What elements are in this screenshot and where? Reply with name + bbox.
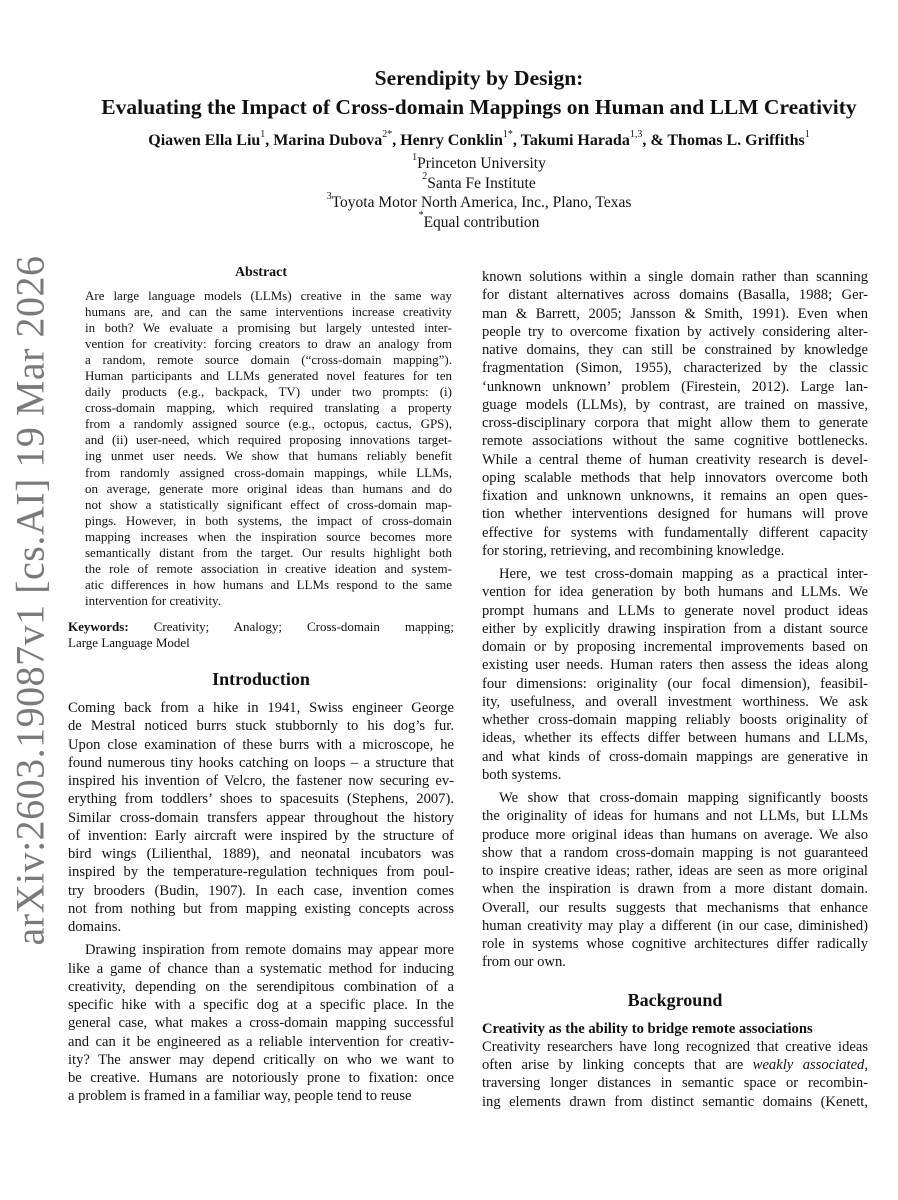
abstract-line: not show a statistically significant effect of cross-domain map-	[85, 496, 452, 512]
abstract-line: in both? We evaluate a promising but largely untested inter-	[85, 320, 452, 336]
abstract-heading: Abstract	[234, 265, 288, 280]
text-line: four dimensions: originality (our focal dimension), feasibil-	[482, 675, 868, 692]
abstract-line: Human participants and LLMs generated novel features for ten	[85, 368, 452, 384]
text-line: human creativity may play a different (in our case, diminished)	[482, 917, 868, 934]
paper-title	[60, 64, 898, 122]
emphasis-text: weakly associated	[752, 1057, 865, 1073]
abstract-line: on average, generate more original ideas than humans and do	[85, 480, 452, 496]
text-line: often arise by linking concepts that are weakly associated,	[482, 1057, 868, 1073]
affiliation-mark: 3	[326, 190, 332, 202]
text-line: remote associations without the same cognitive bottlenecks.	[482, 433, 868, 450]
text-line: show that a random cross-domain mapping is not guaranteed	[482, 844, 868, 861]
text-line: de Mestral noticed burrs stuck stubbornly to his dog’s fur.	[68, 718, 454, 735]
text-line: traversing longer distances in semantic space or recombin-	[482, 1075, 868, 1092]
text-line: Upon close examination of these burrs with a microscope, he	[68, 736, 454, 753]
introduction-continued	[482, 268, 868, 972]
text-line: and what kinds of cross-domain mappings are generative in	[482, 748, 868, 765]
background-heading: Background	[627, 989, 723, 1010]
text-line: guage models (LLMs), by contrast, are trained on massive,	[482, 396, 868, 413]
text-line: for distant alternatives across domains (Basalla, 1988; Ger-	[482, 287, 868, 304]
text-line: whether cross-domain mapping reliably boosts originality of	[482, 712, 868, 728]
abstract-line: from a randomly assigned source (e.g., octopus, cactus, GPS),	[85, 416, 452, 432]
author-list	[60, 128, 898, 150]
title-line-1: Serendipity by Design:	[374, 66, 584, 90]
text-line: specific hike with a specific dog at a specific place. In the	[68, 997, 454, 1014]
keywords-label: Keywords:	[68, 618, 129, 634]
text-line: oping scalable methods that help innovators overcome both	[482, 469, 868, 486]
text-line: ity, usefulness, and overall investment worthiness. We ask	[482, 693, 868, 710]
text-line: try brooders (Budin, 1907). In each case, invention comes	[68, 882, 454, 899]
text-line: tion whether interventions designed for humans will prove	[482, 506, 868, 523]
abstract-line: cross-domain mapping, which required translating a property	[85, 400, 452, 416]
text-line: inspired his invention of Velcro, the fastener now securing ev-	[68, 773, 454, 790]
text-line: creativity, depending on the serendipitous combination of a	[68, 978, 454, 995]
text-line: Creativity researchers have long recognized that creative ideas	[482, 1038, 868, 1055]
affiliation	[60, 171, 898, 194]
text-line: a problem is framed in a familiar way, people tend to reuse	[68, 1088, 412, 1105]
abstract-line: semantically distant from the target. Our results highlight both	[85, 544, 452, 560]
affiliation-mark: 1	[412, 151, 418, 163]
abstract-line: humans are, and can the same interventions increase creativity	[85, 304, 452, 320]
text-line: either by explicitly drawing inspiration from a distant source	[482, 620, 868, 637]
text-line: Similar cross-domain transfers appear throughout the history	[68, 809, 454, 826]
text-line: fixation and unknown unknowns, it remains an open ques-	[482, 488, 868, 504]
text-line: native domains, they can still be constrained by knowledge	[482, 342, 868, 358]
text-line: Coming back from a hike in 1941, Swiss engineer George	[68, 700, 454, 717]
arxiv-id-text: arXiv:2603.19087v1 [cs.AI] 19 Mar 2026	[7, 255, 53, 945]
text-line: for storing, retrieving, and recombining knowledge.	[482, 542, 785, 559]
text-line: from our own.	[482, 954, 566, 971]
author-mark: 1	[804, 128, 810, 140]
abstract-line: the role of remote association in creative ideation and system-	[85, 560, 452, 576]
abstract-line: vention for creativity: forcing creators to draw an analogy from	[85, 336, 452, 352]
affiliation-mark: *	[418, 210, 424, 222]
text-line: ‘unknown unknown’ problem (Firestein, 2012). Large lan-	[482, 378, 868, 395]
text-line: prompt humans and LLMs to generate novel product ideas	[482, 602, 868, 619]
introduction-heading: Introduction	[212, 669, 310, 690]
text-line: produce more original ideas than humans on average. We also	[482, 826, 868, 843]
text-line: the originality of ideas for humans and not LLMs, but LLMs	[482, 808, 868, 825]
author-separator: ,	[265, 132, 274, 149]
text-line: role in systems whose cognitive architectures differ radically	[482, 936, 868, 952]
author-separator: , &	[642, 132, 668, 149]
abstract-line: atic differences in how humans and LLMs respond to the same	[85, 576, 452, 592]
text-line: We show that cross-domain mapping significantly boosts	[499, 790, 868, 806]
keywords	[68, 619, 454, 651]
abstract-line: ing unmet user needs. We show that humans reliably benefit	[85, 448, 452, 464]
abstract-line: from randomly assigned cross-domain mappings, while LLMs,	[85, 464, 452, 480]
abstract-line: Are large language models (LLMs) creative in the same way	[85, 288, 452, 303]
text-line: found numerous tiny hooks catching on loops – a structure that	[68, 754, 454, 771]
author-mark: 1,3	[629, 128, 643, 140]
text-line: to inspire creative ideas; rather, ideas are seen as more original	[482, 863, 868, 879]
text-line: both systems.	[482, 766, 562, 783]
text-line: people try to overcome fixation by actively considering alter-	[482, 323, 868, 340]
abstract-line: intervention for creativity.	[85, 592, 221, 608]
text-line: inspired by the temperature-regulation techniques from poul-	[68, 864, 454, 881]
abstract-line: a random, remote source domain (“cross-domain mapping”).	[85, 352, 452, 368]
text-line: man & Barrett, 2005; Jansson & Smith, 1991). Even when	[482, 305, 868, 322]
text-line: known solutions within a single domain rather than scanning	[482, 269, 868, 285]
abstract-line: mapping increases when the inspiration source becomes more	[85, 528, 452, 544]
affiliation	[60, 190, 898, 213]
affiliation-text: Santa Fe Institute	[427, 174, 536, 192]
author-name: Thomas L. Griffiths	[667, 132, 805, 149]
text-line: and can it be engineered as a reliable intervention for creativ-	[68, 1033, 454, 1050]
author-separator: ,	[512, 132, 521, 149]
left-column	[68, 265, 454, 1106]
abstract-line: daily products (e.g., backpack, TV) under two prompts: (i)	[85, 384, 452, 400]
author-mark: 2*	[382, 128, 393, 140]
background-subheading: Creativity as the ability to bridge remote associations	[482, 1020, 813, 1037]
title-line-2: Evaluating the Impact of Cross-domain Mappings on Human and LLM Creativity	[101, 95, 857, 119]
introduction-body	[68, 699, 454, 1106]
text-line: fragmentation (Simon, 1955), characterized by the classic	[482, 360, 868, 377]
text-line: ity? The answer may depend critically on who we want to	[68, 1051, 454, 1068]
text-line: like a game of chance than a systematic method for inducing	[68, 960, 454, 977]
abstract-body	[68, 288, 454, 609]
right-column	[482, 268, 868, 1111]
author-name: Marina Dubova	[273, 132, 383, 149]
text-line: domains.	[68, 919, 122, 936]
author-separator: ,	[392, 132, 401, 149]
text-line: effective for systems with fundamentally different capacity	[482, 524, 868, 541]
text-line: domain or by proposing incremental improvements based on	[482, 639, 868, 655]
text-line: Here, we test cross-domain mapping as a practical inter-	[499, 566, 868, 582]
text-line: Overall, our results suggests that mechanisms that enhance	[482, 899, 868, 916]
abstract-line: pings. However, in both systems, the impact of cross-domain	[85, 512, 452, 528]
text-line: bird wings (Lilienthal, 1889), and neonatal incubators was	[68, 846, 454, 863]
arxiv-identifier-stamp	[0, 255, 60, 945]
keywords-line: Large Language Model	[68, 634, 190, 650]
affiliation-text: Equal contribution	[423, 213, 540, 231]
text-line: cross-disciplinary corpora that might allow them to generate	[482, 415, 868, 431]
affiliation	[60, 210, 898, 233]
text-line: ing elements drawn from distinct semantic domains (Kenett,	[482, 1093, 868, 1110]
author-name: Qiawen Ella Liu	[148, 132, 261, 149]
affiliation-text: Princeton University	[417, 155, 546, 172]
affiliation-mark: 2	[422, 171, 428, 183]
abstract-line: and (ii) user-need, which required proposing innovations target-	[85, 432, 452, 448]
text-line: not from nothing but from mapping existing concepts across	[68, 900, 454, 917]
author-name: Takumi Harada	[520, 132, 630, 149]
text-line: Drawing inspiration from remote domains may appear more	[85, 942, 454, 959]
background-body	[482, 1038, 868, 1111]
text-line: vention for idea generation by both humans and LLMs. We	[482, 584, 868, 601]
text-line: when the inspiration is drawn from a more distant domain.	[482, 881, 868, 898]
text-line: While a central theme of human creativity research is devel-	[482, 451, 868, 468]
text-line: of invention: Early aircraft were inspired by the structure of	[68, 827, 454, 844]
author-mark: 1	[260, 128, 266, 140]
text-line: existing user needs. Human raters then assess the ideas along	[482, 657, 868, 674]
text-line: erything from toddlers’ shoes to spacesuits (Stephens, 2007).	[68, 791, 454, 808]
text-line: ideas, whether its effects differ between humans and LLMs,	[482, 730, 868, 747]
affiliation-list	[60, 151, 898, 232]
author-mark: 1*	[502, 128, 513, 140]
affiliation	[60, 151, 898, 174]
author-name: Henry Conklin	[400, 132, 503, 149]
affiliation-text: Toyota Motor North America, Inc., Plano, Texas	[331, 194, 632, 211]
keywords-line: Keywords: Creativity; Analogy; Cross-domain mapping;	[68, 618, 454, 634]
text-line: be creative. Humans are notoriously prone to fixation: once	[68, 1070, 454, 1087]
text-line: general case, what makes a cross-domain mapping successful	[68, 1015, 454, 1032]
